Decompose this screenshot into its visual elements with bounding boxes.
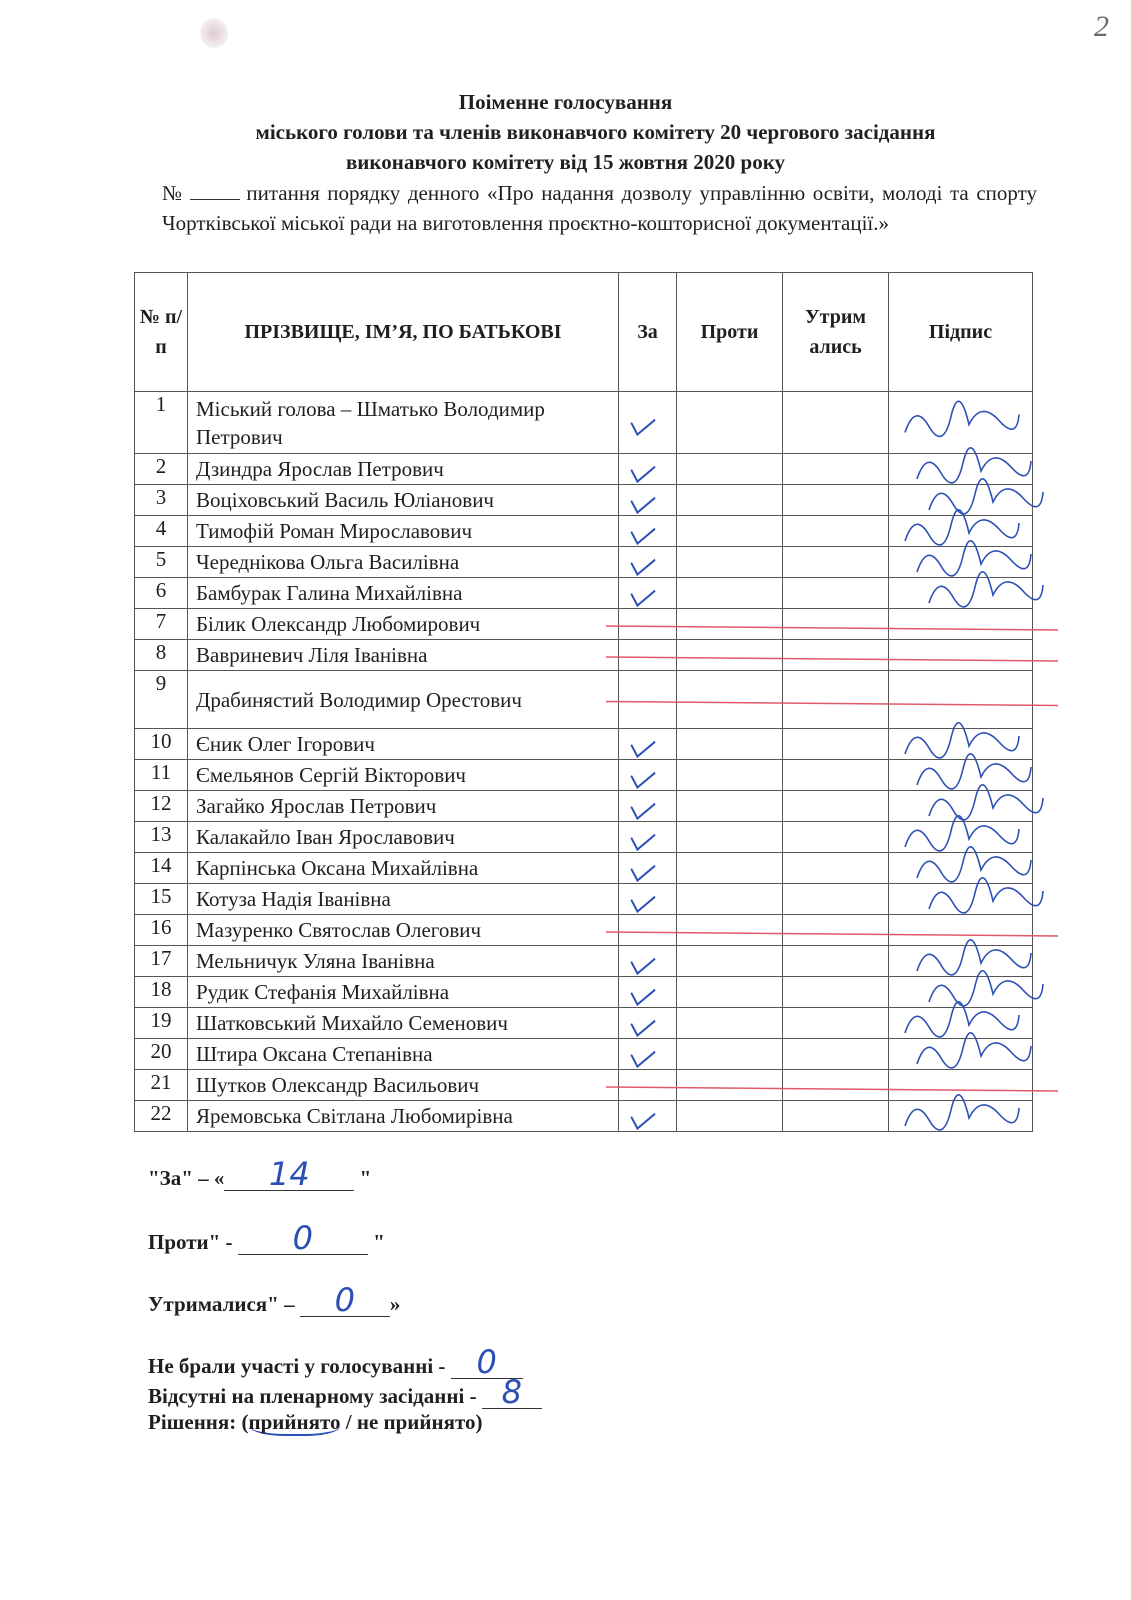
vote-against-cell — [677, 1008, 783, 1039]
member-name: Мельничук Уляна Іванівна — [188, 946, 619, 977]
member-name: Калакайло Іван Ярославович — [188, 822, 619, 853]
result-against — [148, 1219, 385, 1257]
vote-abstained-cell — [783, 640, 889, 671]
signature-cell — [889, 671, 1033, 729]
check-mark-icon — [630, 791, 655, 819]
header-abstained: Утрим ались — [783, 273, 889, 392]
check-mark-icon — [630, 853, 655, 881]
member-name: Воціховський Василь Юліанович — [188, 485, 619, 516]
agenda-text: питання порядку денного «Про надання дозволу управлінню освіти, молоді та спорту Чортківської міської ради на виготовлення проєктно-кошторисної документації.» — [162, 181, 1037, 235]
table-row — [135, 485, 1033, 516]
vote-for-cell — [619, 822, 677, 853]
vote-abstained-cell — [783, 609, 889, 640]
result-for-value: 14 — [269, 1155, 310, 1193]
row-number: 12 — [135, 791, 188, 822]
check-mark-icon — [630, 977, 655, 1005]
row-number: 19 — [135, 1008, 188, 1039]
vote-for-cell — [619, 1101, 677, 1132]
result-abstained-value: 0 — [334, 1281, 356, 1319]
agenda-number-blank — [190, 181, 240, 200]
table-row — [135, 853, 1033, 884]
check-mark-icon — [630, 1039, 655, 1067]
table-row — [135, 729, 1033, 760]
table-row — [135, 1039, 1033, 1070]
vote-against-cell — [677, 640, 783, 671]
vote-against-cell — [677, 729, 783, 760]
check-mark-icon — [630, 1008, 655, 1036]
table-row — [135, 516, 1033, 547]
result-absent — [148, 1373, 542, 1411]
vote-against-cell — [677, 1070, 783, 1101]
vote-abstained-cell — [783, 977, 889, 1008]
signature-cell — [889, 791, 1033, 822]
table-row — [135, 822, 1033, 853]
vote-for-cell — [619, 516, 677, 547]
result-against-value: 0 — [292, 1219, 313, 1257]
check-mark-icon — [630, 547, 655, 575]
meeting-date-line: виконавчого комітету від 15 жовтня 2020 року — [345, 150, 786, 174]
member-name: Вавриневич Ліля Іванівна — [188, 640, 619, 671]
scan-smudge — [200, 18, 228, 48]
vote-against-cell — [677, 760, 783, 791]
row-number: 9 — [135, 671, 188, 729]
member-name: Карпінська Оксана Михайлівна — [188, 853, 619, 884]
member-name: Білик Олександр Любомирович — [188, 609, 619, 640]
signature-cell — [889, 392, 1033, 454]
vote-for-cell — [619, 454, 677, 485]
signature-cell — [889, 884, 1033, 915]
vote-against-cell — [677, 791, 783, 822]
result-absent-label: Відсутні на пленарному засіданні - — [148, 1384, 477, 1408]
row-number: 6 — [135, 578, 188, 609]
row-number: 22 — [135, 1101, 188, 1132]
decision-close: ) — [475, 1410, 483, 1434]
row-number: 1 — [135, 392, 188, 454]
row-number: 7 — [135, 609, 188, 640]
page-number-mark: 2 — [1094, 10, 1109, 43]
table-row — [135, 760, 1033, 791]
decision-open: ( — [241, 1410, 249, 1434]
member-name: Котуза Надія Іванівна — [188, 884, 619, 915]
member-name: Єник Олег Ігорович — [188, 729, 619, 760]
result-against-close: " — [373, 1230, 385, 1254]
decision — [148, 1410, 483, 1435]
row-number: 14 — [135, 853, 188, 884]
table-row — [135, 1070, 1033, 1101]
row-number: 21 — [135, 1070, 188, 1101]
signature-cell — [889, 547, 1033, 578]
result-for-field — [224, 1155, 354, 1193]
result-for — [148, 1155, 372, 1193]
result-not-voting-label: Не брали участі у голосуванні - — [148, 1354, 446, 1378]
vote-against-cell — [677, 485, 783, 516]
decision-separator: / — [340, 1410, 357, 1434]
table-row — [135, 392, 1033, 454]
signature-cell — [889, 1070, 1033, 1101]
member-name: Шатковський Михайло Семенович — [188, 1008, 619, 1039]
table-row — [135, 1008, 1033, 1039]
header-against: Проти — [677, 273, 783, 392]
vote-abstained-cell — [783, 1101, 889, 1132]
vote-abstained-cell — [783, 454, 889, 485]
vote-for-cell — [619, 729, 677, 760]
member-name: Бамбурак Галина Михайлівна — [188, 578, 619, 609]
vote-abstained-cell — [783, 516, 889, 547]
row-number: 16 — [135, 915, 188, 946]
vote-against-cell — [677, 977, 783, 1008]
header-number: № п/п — [135, 273, 188, 392]
signature-cell — [889, 640, 1033, 671]
check-mark-icon — [630, 485, 655, 513]
table-row — [135, 1101, 1033, 1132]
vote-for-cell — [619, 884, 677, 915]
header-name: ПРІЗВИЩЕ, ІМ’Я, ПО БАТЬКОВІ — [188, 273, 619, 392]
signature-cell — [889, 915, 1033, 946]
member-name: Мазуренко Святослав Олегович — [188, 915, 619, 946]
result-against-field — [238, 1219, 368, 1257]
check-mark-icon — [630, 760, 655, 788]
member-name: Міський голова – Шматько Володимир Петрович — [188, 392, 619, 454]
signature-cell — [889, 977, 1033, 1008]
result-absent-field — [482, 1373, 542, 1411]
row-number: 3 — [135, 485, 188, 516]
vote-abstained-cell — [783, 485, 889, 516]
header-signature: Підпис — [889, 273, 1033, 392]
table-row — [135, 946, 1033, 977]
decision-label: Рішення: — [148, 1410, 237, 1434]
vote-for-cell — [619, 915, 677, 946]
member-name: Загайко Ярослав Петрович — [188, 791, 619, 822]
check-mark-icon — [630, 884, 655, 912]
row-number: 4 — [135, 516, 188, 547]
row-number: 5 — [135, 547, 188, 578]
row-number: 8 — [135, 640, 188, 671]
row-number: 18 — [135, 977, 188, 1008]
vote-for-cell — [619, 946, 677, 977]
vote-against-cell — [677, 578, 783, 609]
signature-cell — [889, 578, 1033, 609]
row-number: 20 — [135, 1039, 188, 1070]
signature-cell — [889, 1039, 1033, 1070]
member-name: Яремовська Світлана Любомирівна — [188, 1101, 619, 1132]
vote-against-cell — [677, 884, 783, 915]
vote-for-cell — [619, 640, 677, 671]
result-for-label: "За" – « — [148, 1166, 225, 1190]
document-title: Поіменне голосування — [458, 90, 673, 114]
vote-for-cell — [619, 1008, 677, 1039]
vote-against-cell — [677, 1101, 783, 1132]
vote-for-cell — [619, 671, 677, 729]
vote-for-cell — [619, 977, 677, 1008]
result-against-label: Проти" - — [148, 1230, 233, 1254]
row-number: 17 — [135, 946, 188, 977]
vote-abstained-cell — [783, 1008, 889, 1039]
signature-cell — [889, 822, 1033, 853]
vote-abstained-cell — [783, 578, 889, 609]
member-name: Шутков Олександр Васильович — [188, 1070, 619, 1101]
agenda-item — [162, 178, 1037, 238]
member-name: Рудик Стефанія Михайлівна — [188, 977, 619, 1008]
document-subtitle: міського голови та членів виконавчого комітету 20 чергового засідання — [255, 120, 936, 144]
vote-abstained-cell — [783, 760, 889, 791]
table-row — [135, 578, 1033, 609]
vote-against-cell — [677, 454, 783, 485]
check-mark-icon — [630, 578, 655, 606]
table-row — [135, 977, 1033, 1008]
vote-for-cell — [619, 547, 677, 578]
result-absent-value: 8 — [501, 1373, 523, 1411]
member-name: Тимофій Роман Мирославович — [188, 516, 619, 547]
decision-accepted: прийнято — [248, 1410, 341, 1434]
table-row — [135, 547, 1033, 578]
signature-cell — [889, 454, 1033, 485]
vote-for-cell — [619, 392, 677, 454]
vote-against-cell — [677, 822, 783, 853]
check-mark-icon — [630, 516, 655, 544]
signature-cell — [889, 729, 1033, 760]
table-row — [135, 454, 1033, 485]
signature-cell — [889, 609, 1033, 640]
vote-abstained-cell — [783, 884, 889, 915]
vote-abstained-cell — [783, 1039, 889, 1070]
roll-call-table — [134, 272, 1033, 1132]
vote-against-cell — [677, 547, 783, 578]
check-mark-icon — [630, 946, 655, 974]
result-for-close: " — [359, 1166, 372, 1190]
row-number: 15 — [135, 884, 188, 915]
vote-abstained-cell — [783, 791, 889, 822]
vote-abstained-cell — [783, 946, 889, 977]
row-number: 11 — [135, 760, 188, 791]
signature-cell — [889, 1008, 1033, 1039]
result-not-voting — [148, 1343, 523, 1381]
signature-cell — [889, 760, 1033, 791]
member-name: Штира Оксана Степанівна — [188, 1039, 619, 1070]
table-row — [135, 791, 1033, 822]
result-abstained-label: Утрималися" – — [148, 1292, 295, 1316]
table-row — [135, 671, 1033, 729]
signature-cell — [889, 485, 1033, 516]
result-abstained-field — [300, 1281, 390, 1319]
vote-abstained-cell — [783, 729, 889, 760]
signature-cell — [889, 516, 1033, 547]
vote-against-cell — [677, 392, 783, 454]
vote-abstained-cell — [783, 915, 889, 946]
vote-for-cell — [619, 791, 677, 822]
vote-against-cell — [677, 671, 783, 729]
vote-against-cell — [677, 946, 783, 977]
vote-for-cell — [619, 1070, 677, 1101]
vote-against-cell — [677, 915, 783, 946]
row-number: 10 — [135, 729, 188, 760]
table-row — [135, 915, 1033, 946]
check-mark-icon — [630, 408, 655, 436]
vote-abstained-cell — [783, 853, 889, 884]
signature-cell — [889, 946, 1033, 977]
vote-for-cell — [619, 609, 677, 640]
member-name: Ємельянов Сергій Вікторович — [188, 760, 619, 791]
table-header-row — [135, 273, 1033, 392]
member-name: Дзиндра Ярослав Петрович — [188, 454, 619, 485]
result-abstained — [148, 1281, 401, 1319]
vote-abstained-cell — [783, 671, 889, 729]
member-name: Череднікова Ольга Василівна — [188, 547, 619, 578]
row-number: 13 — [135, 822, 188, 853]
result-not-voting-value: 0 — [476, 1343, 497, 1381]
check-mark-icon — [630, 454, 655, 482]
vote-against-cell — [677, 516, 783, 547]
check-mark-icon — [630, 1101, 655, 1129]
vote-for-cell — [619, 578, 677, 609]
check-mark-icon — [630, 729, 655, 757]
signature-cell — [889, 1101, 1033, 1132]
vote-against-cell — [677, 853, 783, 884]
vote-abstained-cell — [783, 1070, 889, 1101]
table-row — [135, 640, 1033, 671]
vote-against-cell — [677, 609, 783, 640]
table-row — [135, 884, 1033, 915]
decision-rejected: не прийнято — [356, 1410, 476, 1434]
vote-abstained-cell — [783, 547, 889, 578]
row-number: 2 — [135, 454, 188, 485]
header-for: За — [619, 273, 677, 392]
signature-cell — [889, 853, 1033, 884]
vote-for-cell — [619, 853, 677, 884]
table-row — [135, 609, 1033, 640]
check-mark-icon — [630, 822, 655, 850]
vote-for-cell — [619, 1039, 677, 1070]
agenda-number-sign: № — [162, 181, 185, 205]
vote-against-cell — [677, 1039, 783, 1070]
vote-abstained-cell — [783, 822, 889, 853]
result-abstained-close: » — [389, 1292, 401, 1316]
member-name: Драбинястий Володимир Орестович — [188, 671, 619, 729]
vote-abstained-cell — [783, 392, 889, 454]
vote-for-cell — [619, 760, 677, 791]
vote-for-cell — [619, 485, 677, 516]
